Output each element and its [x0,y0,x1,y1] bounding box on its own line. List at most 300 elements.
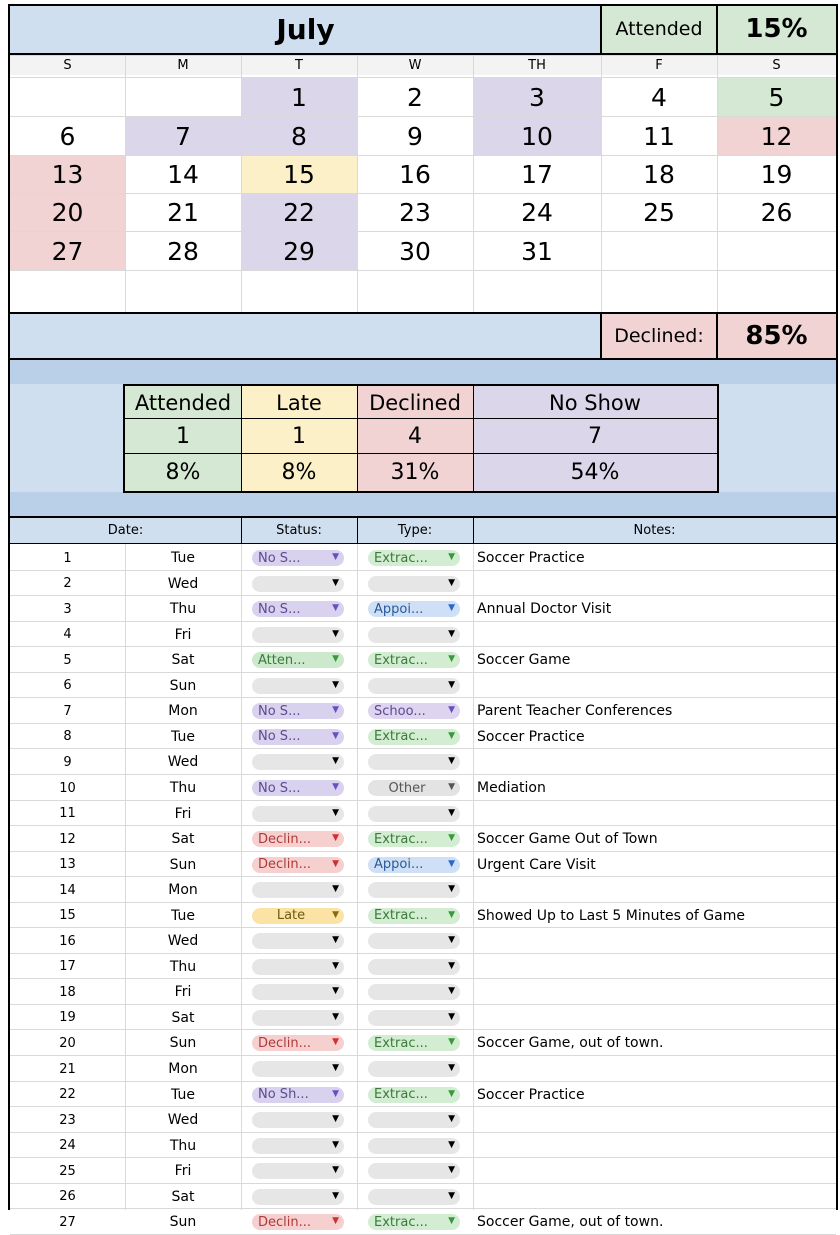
chevron-down-icon: ▼ [448,1165,455,1175]
log-date: 12 [59,831,76,847]
chevron-down-icon: ▼ [332,756,339,766]
grid-line [10,155,836,156]
type-dropdown[interactable] [368,550,460,566]
log-day: Thu [169,780,197,796]
log-notes[interactable] [473,571,836,596]
type-dropdown[interactable] [368,576,460,592]
log-date: 21 [59,1061,76,1077]
type-dropdown[interactable] [368,1061,460,1077]
log-notes[interactable] [473,622,836,647]
chevron-down-icon: ▼ [332,884,339,894]
chevron-down-icon: ▼ [332,1139,339,1150]
chevron-down-icon: ▼ [448,858,455,869]
log-day: Mon [168,1061,198,1077]
type-dropdown[interactable] [368,882,460,898]
log-notes[interactable] [473,749,836,775]
log-day: Tue [171,1086,195,1103]
calendar-day[interactable]: 11 [601,117,717,155]
chevron-down-icon: ▼ [448,1088,455,1099]
type-label: Schoo... [374,703,426,719]
status-dropdown[interactable] [252,1112,344,1128]
grid-line [357,518,358,543]
type-dropdown[interactable] [368,1010,460,1026]
chevron-down-icon: ▼ [332,552,339,562]
log-day: Sun [169,1214,197,1230]
log-date: 20 [59,1035,76,1051]
type-label: Extrac... [374,550,428,566]
calendar-day[interactable]: 31 [473,232,601,270]
calendar-day[interactable]: 24 [473,194,601,231]
calendar-day[interactable]: 22 [241,194,357,231]
calendar-day[interactable]: 3 [473,78,601,116]
calendar-day[interactable] [241,271,357,309]
chevron-down-icon: ▼ [332,628,339,639]
calendar-day[interactable] [125,78,241,116]
grid-line [836,4,838,1210]
chevron-down-icon: ▼ [448,782,455,792]
grid-line [8,4,10,1210]
calendar-day[interactable]: 12 [717,117,836,155]
log-date: 3 [63,601,72,617]
chevron-down-icon: ▼ [448,705,455,715]
status-dropdown[interactable] [252,1010,344,1026]
summary-percent: 8% [125,454,241,491]
grid-line [10,231,836,232]
chevron-down-icon: ▼ [332,1063,339,1073]
log-notes[interactable]: Soccer Practice [477,1086,585,1103]
status-label: Late [276,908,306,923]
type-dropdown[interactable] [368,1138,460,1154]
status-dropdown[interactable] [252,601,344,617]
log-notes[interactable] [473,1184,836,1209]
type-dropdown[interactable] [368,1035,460,1051]
log-notes[interactable] [473,801,836,826]
chevron-down-icon: ▼ [448,1037,455,1047]
log-header-type: Type: [357,518,473,543]
calendar-day[interactable]: 7 [125,117,241,155]
grid-line [10,55,836,56]
calendar-day[interactable]: 25 [601,194,717,231]
status-label: Declin... [258,857,312,872]
calendar-day[interactable] [717,271,836,309]
log-notes[interactable] [473,1005,836,1030]
type-dropdown[interactable] [368,933,460,949]
summary-count: 7 [473,419,717,454]
status-dropdown[interactable] [252,550,344,566]
log-date: 25 [59,1163,76,1179]
grid-line [8,4,838,6]
chevron-down-icon: ▼ [448,552,455,562]
log-notes[interactable]: Parent Teacher Conferences [477,703,673,719]
log-day: Sat [171,1009,195,1026]
status-label: Atten... [258,652,306,668]
band-top [10,360,836,384]
calendar-day[interactable]: 20 [10,194,125,231]
status-dropdown[interactable] [252,729,344,745]
log-notes[interactable] [473,673,836,698]
log-day: Mon [168,703,198,719]
status-dropdown[interactable] [252,984,344,1000]
grid-line [473,543,474,1210]
status-dropdown[interactable] [252,780,344,796]
day-header: S [10,55,125,75]
status-dropdown[interactable] [252,652,344,668]
log-date: 23 [59,1112,76,1128]
log-day: Sat [171,831,195,847]
grid-line [10,543,836,544]
grid-line [123,491,719,493]
calendar-day[interactable] [125,271,241,309]
log-day: Thu [169,958,197,975]
declined-percent: 85% [717,314,836,358]
calendar-day[interactable]: 14 [125,156,241,193]
log-day: Wed [167,754,199,770]
type-dropdown[interactable] [368,1112,460,1128]
log-day: Tue [171,907,195,924]
type-dropdown[interactable] [368,601,460,617]
log-notes[interactable] [473,1133,836,1158]
status-dropdown[interactable] [252,1138,344,1154]
log-notes[interactable] [473,979,836,1005]
type-dropdown[interactable] [368,1189,460,1205]
log-day: Mon [168,882,198,898]
log-notes[interactable]: Soccer Game Out of Town [477,831,658,847]
log-date: 27 [59,1214,76,1230]
chevron-down-icon: ▼ [332,1114,339,1124]
log-header-date: Date: [10,518,241,543]
declined-row-spacer [10,314,601,358]
calendar-day[interactable]: 28 [125,232,241,270]
summary-percent: 8% [241,454,357,491]
chevron-down-icon: ▼ [332,1190,339,1201]
calendar-day[interactable]: 18 [601,156,717,193]
type-dropdown[interactable] [368,959,460,975]
grid-line [717,384,719,493]
chevron-down-icon: ▼ [448,654,455,664]
day-header: F [601,55,717,75]
grid-line [357,55,358,314]
log-header-notes: Notes: [473,518,836,543]
type-dropdown[interactable] [368,1214,460,1230]
log-day: Fri [174,984,192,1000]
log-day: Wed [167,575,199,592]
grid-line [125,453,717,454]
status-label: No S... [258,601,301,617]
grid-line [125,55,126,314]
grid-line [125,543,126,1210]
log-notes[interactable]: Annual Doctor Visit [477,601,612,617]
grid-line [10,77,836,78]
calendar-day[interactable]: 26 [717,194,836,231]
status-dropdown[interactable] [252,882,344,898]
log-day: Wed [167,933,199,949]
summary-percent: 54% [473,454,717,491]
summary-header: Declined [357,386,473,419]
summary-count: 1 [241,419,357,454]
status-dropdown[interactable] [252,1163,344,1179]
grid-line [10,270,836,271]
log-day: Sun [169,1035,197,1051]
status-dropdown[interactable] [252,627,344,643]
status-label: No S... [258,729,301,744]
status-dropdown[interactable] [252,1189,344,1205]
chevron-down-icon: ▼ [448,935,455,945]
status-label: Declin... [258,1035,312,1051]
log-date: 19 [59,1010,76,1025]
chevron-down-icon: ▼ [332,858,339,869]
log-date: 14 [59,882,76,898]
log-day: Wed [167,1112,199,1128]
chevron-down-icon: ▼ [448,884,455,894]
chevron-down-icon: ▼ [332,807,339,818]
calendar-day[interactable]: 13 [10,156,125,193]
status-dropdown[interactable] [252,754,344,770]
type-dropdown[interactable] [368,1087,460,1103]
type-dropdown[interactable] [368,652,460,668]
summary-header: Late [241,386,357,419]
type-dropdown[interactable] [368,806,460,822]
log-day: Sun [169,856,197,873]
chevron-down-icon: ▼ [332,1165,339,1175]
type-dropdown[interactable] [368,729,460,745]
log-date: 5 [63,652,72,668]
chevron-down-icon: ▼ [332,679,339,690]
type-dropdown[interactable] [368,908,460,924]
grid-line [125,418,717,419]
calendar-day[interactable] [601,232,717,270]
grid-line [600,312,602,360]
chevron-down-icon: ▼ [332,1216,339,1226]
log-notes[interactable] [473,877,836,903]
chevron-down-icon: ▼ [332,909,339,920]
chevron-down-icon: ▼ [332,935,339,945]
status-label: No S... [258,780,301,796]
status-label: No S... [258,703,301,719]
status-dropdown[interactable] [252,1035,344,1051]
type-label: Extrac... [374,1035,428,1051]
log-notes[interactable]: Soccer Practice [477,728,585,745]
calendar-day[interactable]: 29 [241,232,357,270]
log-date: 26 [59,1189,76,1204]
chevron-down-icon: ▼ [332,603,339,613]
log-date: 1 [63,550,72,566]
log-date: 17 [59,959,76,974]
type-label: Appoi... [374,601,424,617]
status-label: Declin... [258,831,312,847]
log-notes[interactable] [473,954,836,979]
log-date: 10 [59,780,76,796]
grid-line [717,55,718,314]
status-dropdown[interactable] [252,1214,344,1230]
log-date: 11 [59,806,76,821]
type-dropdown[interactable] [368,831,460,847]
status-dropdown[interactable] [252,703,344,719]
log-notes[interactable]: Soccer Game, out of town. [477,1214,664,1230]
log-day: Sat [171,1188,195,1205]
type-label: Extrac... [374,652,428,668]
summary-header: Attended [125,386,241,419]
grid-line [716,4,718,55]
grid-line [241,543,242,1210]
chevron-down-icon: ▼ [332,833,339,843]
chevron-down-icon: ▼ [332,1011,339,1022]
chevron-down-icon: ▼ [448,1114,455,1124]
day-header: S [717,55,836,75]
grid-line [357,543,358,1210]
day-header: TH [473,55,601,75]
calendar-day[interactable] [10,271,125,309]
chevron-down-icon: ▼ [332,730,339,741]
log-date: 22 [59,1087,76,1102]
log-notes[interactable] [473,1107,836,1133]
log-header-status: Status: [241,518,357,543]
status-dropdown[interactable] [252,908,344,924]
status-dropdown[interactable] [252,857,344,873]
calendar-day[interactable] [601,271,717,309]
type-dropdown[interactable] [368,984,460,1000]
calendar-day[interactable]: 8 [241,117,357,155]
day-header: T [241,55,357,75]
grid-line [8,53,838,55]
calendar-day[interactable]: 1 [241,78,357,116]
log-notes[interactable]: Showed Up to Last 5 Minutes of Game [477,907,745,924]
type-dropdown[interactable] [368,678,460,694]
chevron-down-icon: ▼ [448,730,455,741]
log-day: Thu [169,1137,197,1154]
grid-line [241,386,242,491]
calendar-month-title: July [10,5,601,53]
status-dropdown[interactable] [252,933,344,949]
log-date: 9 [63,754,72,770]
chevron-down-icon: ▼ [332,1088,339,1099]
type-label: Extrac... [374,908,428,923]
status-dropdown[interactable] [252,576,344,592]
chevron-down-icon: ▼ [448,628,455,639]
calendar-day[interactable]: 16 [357,156,473,193]
calendar-day[interactable]: 19 [717,156,836,193]
log-day: Fri [174,1163,192,1179]
log-date: 24 [59,1138,76,1153]
calendar-day[interactable]: 23 [357,194,473,231]
type-dropdown[interactable] [368,1163,460,1179]
type-dropdown[interactable] [368,627,460,643]
calendar-day[interactable]: 5 [717,78,836,116]
calendar-day[interactable] [357,271,473,309]
status-dropdown[interactable] [252,1087,344,1103]
log-date: 6 [63,678,72,693]
log-date: 13 [59,857,76,872]
log-notes[interactable] [473,928,836,954]
attended-percent: 15% [717,5,836,53]
log-date: 8 [63,729,72,744]
calendar-day[interactable]: 2 [357,78,473,116]
attended-label: Attended [601,5,717,53]
log-day: Fri [174,805,192,822]
summary-percent: 31% [357,454,473,491]
grid-line [357,386,358,491]
calendar-day[interactable]: 30 [357,232,473,270]
chevron-down-icon: ▼ [332,577,339,588]
calendar-day[interactable]: 15 [241,156,357,193]
calendar-day[interactable]: 4 [601,78,717,116]
log-date: 18 [59,984,76,1000]
chevron-down-icon: ▼ [332,986,339,996]
log-notes[interactable]: Urgent Care Visit [477,856,596,873]
chevron-down-icon: ▼ [448,756,455,766]
calendar-day[interactable]: 27 [10,232,125,270]
log-notes[interactable] [473,1056,836,1082]
calendar-day[interactable]: 17 [473,156,601,193]
type-dropdown[interactable] [368,857,460,873]
grid-line [10,116,836,117]
log-date: 16 [59,933,76,949]
log-notes[interactable] [473,1158,836,1184]
log-date: 15 [59,908,76,923]
status-dropdown[interactable] [252,959,344,975]
calendar-day[interactable] [717,232,836,270]
summary-count: 4 [357,419,473,454]
type-label: Other [388,780,426,796]
grid-line [716,312,718,360]
status-dropdown[interactable] [252,806,344,822]
grid-line [8,516,838,518]
log-notes[interactable]: Soccer Game [477,652,571,668]
type-dropdown[interactable] [368,780,460,796]
day-header: M [125,55,241,75]
log-day: Fri [174,626,192,643]
calendar-day[interactable] [10,78,125,116]
chevron-down-icon: ▼ [448,986,455,996]
chevron-down-icon: ▼ [332,705,339,715]
calendar-day[interactable]: 10 [473,117,601,155]
chevron-down-icon: ▼ [448,807,455,818]
status-label: Declin... [258,1214,312,1230]
chevron-down-icon: ▼ [448,679,455,690]
calendar-day[interactable]: 6 [10,117,125,155]
log-day: Thu [169,601,197,617]
log-date: 2 [63,576,72,591]
calendar-day[interactable] [473,271,601,309]
chevron-down-icon: ▼ [448,909,455,920]
band-bottom [10,492,836,516]
type-dropdown[interactable] [368,703,460,719]
log-notes[interactable]: Mediation [477,780,546,796]
status-dropdown[interactable] [252,678,344,694]
type-dropdown[interactable] [368,754,460,770]
calendar-day[interactable]: 9 [357,117,473,155]
calendar-day[interactable]: 21 [125,194,241,231]
summary-header: No Show [473,386,717,419]
grid-line [601,55,602,314]
log-notes[interactable]: Soccer Game, out of town. [477,1035,664,1051]
grid-line [123,384,719,386]
chevron-down-icon: ▼ [448,603,455,613]
log-day: Tue [171,728,195,745]
chevron-down-icon: ▼ [332,1037,339,1047]
grid-line [473,55,474,314]
summary-count: 1 [125,419,241,454]
grid-line [8,312,838,314]
status-dropdown[interactable] [252,1061,344,1077]
grid-line [8,358,838,360]
chevron-down-icon: ▼ [332,654,339,664]
status-label: No S... [258,550,301,566]
status-dropdown[interactable] [252,831,344,847]
chevron-down-icon: ▼ [448,1190,455,1201]
log-notes[interactable]: Soccer Practice [477,550,585,566]
log-day: Sun [169,677,197,694]
log-date: 7 [63,703,72,719]
